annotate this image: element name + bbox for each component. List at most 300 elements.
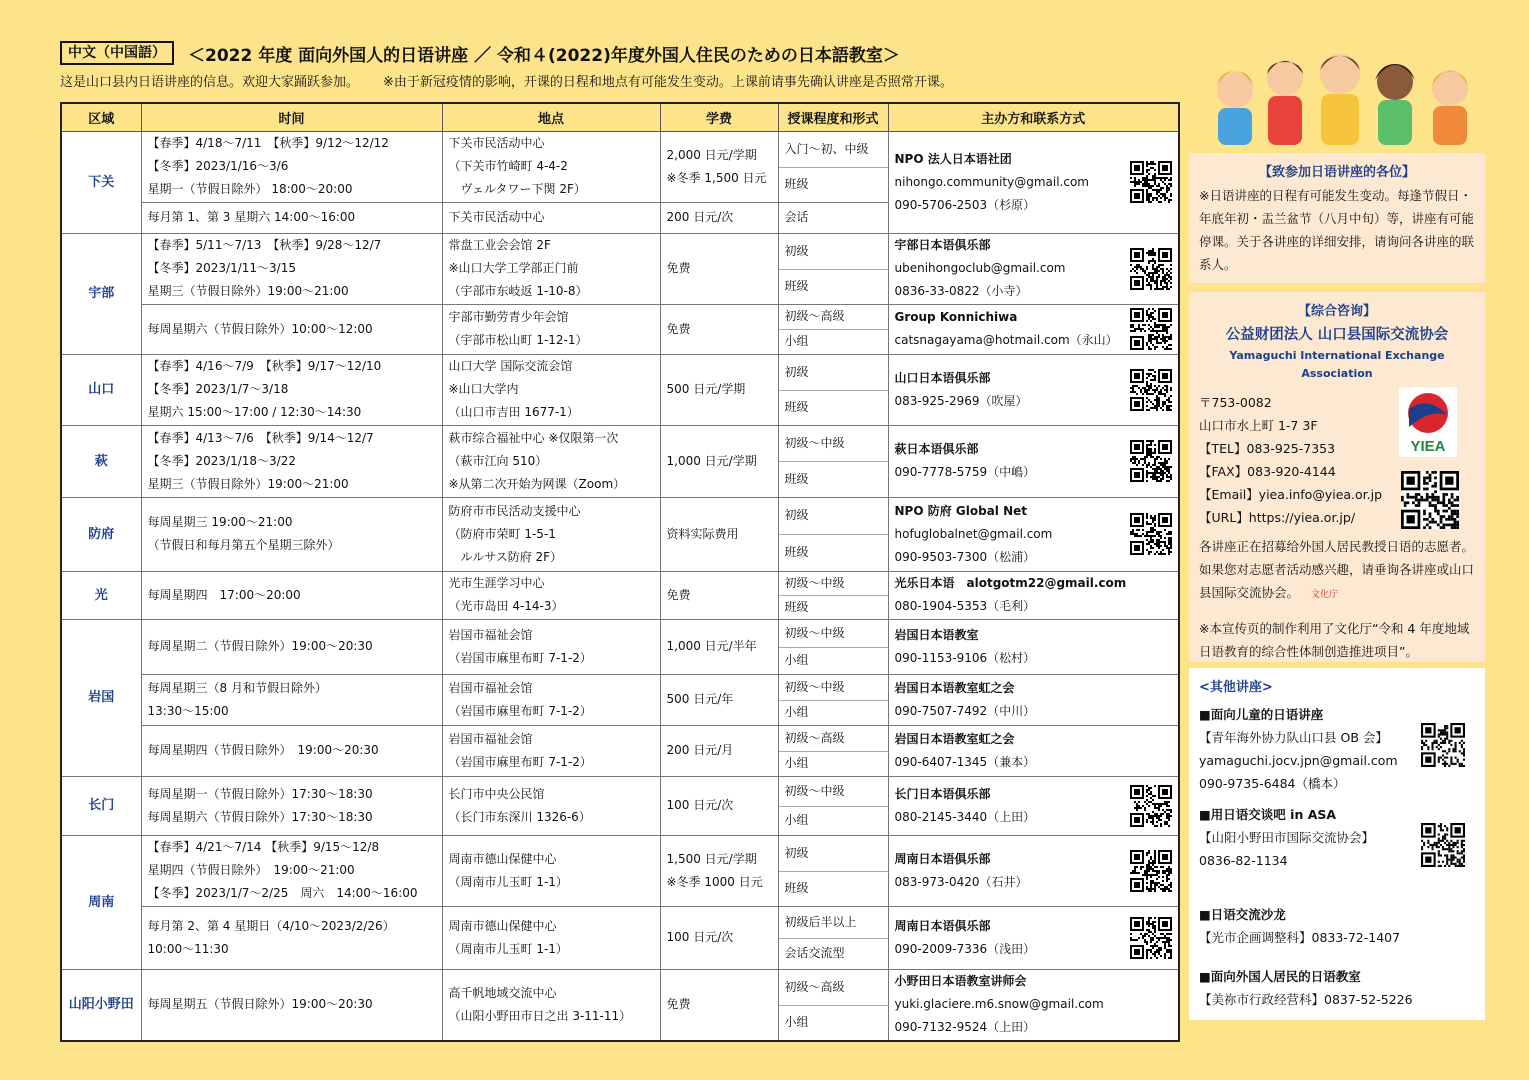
level-item: 小组 [779,751,888,776]
header-place: 地点 [442,103,660,131]
funding-note: ※本宣传页的制作利用了文化厅“令和 4 年度地域日语教育的综合性体制创造推进项目”。 [1199,621,1470,659]
fee-cell-line: ※冬季 1,500 日元 [666,170,767,185]
fee-cell [660,497,778,571]
header-fee: 学费 [660,103,778,131]
organizer-contact: 0836-33-0822（小寺） [894,284,1028,298]
time-cell-line: 每周星期二（节假日除外）19:00～20:30 [147,639,373,653]
time-cell-line: 【春季】4/21～7/14 【秋季】9/15～12/8 [147,840,380,854]
fee-cell-line: 免费 [666,321,691,336]
level-item: 小组 [779,647,888,674]
table-row [61,776,1179,835]
time-cell-line: 【春季】4/13～7/6 【秋季】9/14～12/7 [147,430,374,445]
time-cell-line: 星期四（节假日除外） 19:00～21:00 [147,863,355,877]
level-cell [778,233,888,304]
qr-code-icon [1130,917,1172,959]
level-item: 小组 [779,1005,888,1040]
place-cell-line: ルルサス防府 2F） [448,549,563,564]
fee-cell-line: 500 日元/学期 [666,382,746,396]
other-class-detail[interactable]: yamaguchi.jocv.jpn@gmail.com [1199,753,1398,768]
place-cell [442,906,660,969]
time-cell [141,131,442,202]
level-cell [778,835,888,906]
intro-covid-notice: ※由于新冠疫情的影响，开课的日程和地点有可能发生变动。上课前请事先确认讲座是否照常开课。 [383,75,953,90]
table-row [61,425,1179,497]
region-cell: 周南 [61,835,141,969]
table-row [61,906,1179,969]
other-classes-title: <其他讲座> [1199,680,1273,695]
time-cell-line: 星期三（节假日除外）19:00～21:00 [147,284,349,298]
other-classes-panel [1189,668,1485,1020]
fee-cell-line: 免费 [666,587,691,602]
time-cell [141,969,442,1041]
fee-cell-line: 500 日元/年 [666,692,734,706]
table-row [61,304,1179,354]
intro-welcome: 这是山口县内日语讲座的信息。欢迎大家踊跃参加。 [60,75,360,90]
level-item: 班级 [779,871,888,906]
fee-cell-line: 100 日元/次 [666,930,734,944]
level-cell [778,969,888,1041]
level-item: 初级～中级 [784,783,845,798]
qr-code-icon [1130,850,1172,892]
place-cell-line: 岩国市福祉会馆 [448,731,533,746]
qr-code-icon [1130,785,1172,827]
organizer-contact: 090-2009-7336（浅田） [894,941,1036,956]
time-cell [141,497,442,571]
place-cell-line: （下关市竹崎町 4-4-2 [448,159,568,173]
place-cell [442,969,660,1041]
organizer-cell [888,354,1179,425]
level-item: 初级 [784,845,809,860]
place-cell-line: （岩国市麻里布町 7-1-2） [448,754,592,769]
fee-cell [660,571,778,619]
place-cell-line: 高千帆地域交流中心 [448,985,557,1000]
place-cell-line: （光市岛田 4-14-3） [448,599,564,613]
organizer-contact: 090-7778-5759（中嶋） [894,465,1036,479]
region-cell: 下关 [61,131,141,233]
level-cell [778,354,888,425]
region-cell: 山口 [61,354,141,425]
organizer-name: 岩国日本语教室 [894,627,979,642]
header-level: 授课程度和形式 [778,103,888,131]
place-cell-line: （岩国市麻里布町 7-1-2） [448,650,592,665]
organizer-name: Group Konnichiwa [894,310,1018,324]
table-row [61,835,1179,906]
organizer-cell [888,906,1179,969]
place-cell-line: 岩国市福祉会馆 [448,627,533,642]
organizer-contact[interactable]: catsnagayama@hotmail.com（永山） [894,333,1118,347]
time-cell-line: 每月第 2、第 4 星期日（4/10～2023/2/26） [147,918,395,933]
organizer-name: 小野田日本语教室讲师会 [894,974,1027,988]
table-row [61,571,1179,619]
association-name-cn: 公益财团法人 山口县国际交流协会 [1225,327,1449,343]
organizer-contact: 083-973-0420（石井） [894,874,1028,889]
place-cell-line: （周南市儿玉町 1-1） [448,941,568,956]
fee-cell-line: 1,000 日元/学期 [666,453,757,468]
qr-code-icon [1130,513,1172,555]
time-cell-line: 【春季】4/16～7/9 【秋季】9/17～12/10 [147,359,382,373]
place-cell-line: 周南市德山保健中心 [448,851,557,866]
level-cell [778,776,888,835]
consultation-panel [1189,292,1485,662]
table-row [61,131,1179,202]
other-class-detail: 【青年海外协力队山口县 OB 会】 [1199,730,1388,745]
place-cell-line: （长门市东深川 1326-6） [448,809,591,824]
place-cell-line: ※从第二次开始为网课（Zoom） [448,476,626,491]
place-cell-line: 光市生涯学习中心 [448,576,545,590]
fee-cell-line: 免费 [666,997,691,1011]
organizer-cell [888,969,1179,1041]
qr-code-icon [1421,823,1465,867]
notice-title: 【致参加日语讲座的各位】 [1258,165,1415,180]
place-cell [442,354,660,425]
place-cell-line: 周南市德山保健中心 [448,918,557,933]
level-item: 初级～高级 [784,309,845,324]
place-cell-line: 下关市民活动中心 [448,136,545,150]
header [60,40,1180,66]
time-cell [141,354,442,425]
other-class-item [1199,803,1475,899]
time-cell-line: 每周星期四（节假日除外） 19:00～20:30 [147,743,379,757]
place-cell-line: ※山口大学内 [448,382,519,396]
other-class-detail: 0836-82-1134 [1199,853,1288,868]
association-name-en: Yamaguchi International Exchange Association [1229,349,1445,380]
time-cell-line: 【冬季】2023/1/11～3/15 [147,261,296,275]
fee-cell-line: 100 日元/次 [666,798,734,812]
place-cell-line: 岩国市福祉会馆 [448,680,533,695]
organizer-cell [888,497,1179,571]
place-cell-line: （周南市儿玉町 1-1） [448,874,568,889]
fee-cell [660,906,778,969]
other-class-item [1199,703,1475,799]
time-cell-line: 13:30～15:00 [147,703,229,718]
organizer-name: 山口日本语俱乐部 [894,370,991,385]
level-item: 班级 [779,534,888,571]
organizer-contact: 090-9503-7300（松浦） [894,549,1036,564]
level-item: 初级～中级 [784,575,845,590]
place-cell-line: 山口大学 国际交流会馆 [448,359,573,373]
level-item: 班级 [779,390,888,425]
class-schedule-table [60,102,1180,1042]
level-item: 小组 [779,700,888,725]
level-cell [778,425,888,497]
place-cell-line: （宇部市东岐返 1-10-8） [448,284,588,298]
fee-cell-line: 资料实际费用 [666,526,739,541]
level-item: 初级 [784,364,809,379]
region-cell: 山阳小野田 [61,969,141,1041]
place-cell-line: （山阳小野田市日之出 3-11-11） [448,1008,632,1023]
time-cell-line: 星期一（节假日除外） 18:00～20:00 [147,182,353,196]
fee-cell-line: 200 日元/月 [666,743,734,757]
level-cell [778,304,888,354]
time-cell [141,776,442,835]
organizer-name: NPO 法人日本语社团 [894,151,1012,166]
organizer-contact: 090-5706-2503（杉原） [894,197,1036,212]
time-cell-line: 每周星期三 19:00～21:00 [147,515,293,529]
place-cell-line: 下关市民活动中心 [448,210,545,224]
fee-cell-line: 2,000 日元/学期 [666,147,757,162]
other-class-title: ■日语交流沙龙 [1199,907,1286,922]
place-cell [442,619,660,674]
header-region: 区域 [61,103,141,131]
place-cell [442,571,660,619]
place-cell [442,202,660,233]
qr-code-icon [1421,723,1465,767]
time-cell-line: 【春季】5/11～7/13 【秋季】9/28～12/7 [147,238,382,252]
organizer-contact: 090-1153-9106（松村） [894,650,1036,665]
place-cell [442,497,660,571]
time-cell-line: 【冬季】2023/1/7～3/18 [147,382,289,396]
time-cell [141,835,442,906]
region-cell: 长门 [61,776,141,835]
organizer-name: 岩国日本语教室虹之会 [894,680,1015,695]
fee-cell [660,354,778,425]
people-illustration-icon [1200,30,1490,145]
organizer-name: 萩日本语俱乐部 [894,442,979,456]
time-cell [141,571,442,619]
stamp-bunka: 文化庁 [1311,590,1339,600]
time-cell [141,202,442,233]
time-cell-line: 每月第 1、第 3 星期六 14:00～16:00 [147,210,356,224]
contact-address: 山口市水上町 1-7 3F [1199,418,1318,433]
fee-cell [660,725,778,776]
level-item: 班级 [779,461,888,497]
fee-cell [660,233,778,304]
place-cell-line: ※山口大学工学部正门前 [448,261,579,275]
time-cell-line: 【冬季】2023/1/16～3/6 [147,159,289,173]
volunteer-text: 各讲座正在招募给外国人居民教授日语的志愿者。如果您对志愿者活动感兴趣，请垂询各讲座或山口县国际交流协会。 文化庁 [1199,535,1475,607]
association-contact [1199,391,1475,529]
contact-url[interactable]: 【URL】https://yiea.or.jp/ [1199,510,1356,525]
contact-postcode: 〒753-0082 [1199,395,1272,410]
level-item: 初级～中级 [784,435,845,450]
organizer-contact: 090-6407-1345（兼本） [894,754,1036,769]
level-cell [778,674,888,725]
time-cell-line: 【冬季】2023/1/7～2/25 周六 14:00～16:00 [147,886,418,900]
level-item: 初级～中级 [784,625,845,640]
other-class-detail: 090-9735-6484（橋本） [1199,776,1346,791]
qr-code-icon [1130,369,1172,411]
level-cell [778,725,888,776]
organizer-cell [888,619,1179,674]
qr-code-icon [1130,440,1172,482]
fee-cell-line: 1,500 日元/学期 [666,851,757,866]
table-row [61,969,1179,1041]
other-class-title: ■面向儿童的日语讲座 [1199,707,1324,722]
organizer-name[interactable]: 光乐日本语 alotgotm22@gmail.com [894,576,1127,590]
organizer-name: 周南日本语俱乐部 [894,851,991,866]
organizer-contact[interactable]: hofuglobalnet@gmail.com [894,526,1053,541]
level-item: 初级 [784,243,809,258]
yiea-logo-text: YIEA [1410,438,1446,455]
place-cell [442,835,660,906]
organizer-contact[interactable]: yuki.glaciere.m6.snow@gmail.com [894,997,1104,1011]
fee-cell [660,425,778,497]
organizer-contact: 080-1904-5353（毛利） [894,599,1036,613]
contact-email[interactable]: 【Email】yiea.info@yiea.or.jp [1199,487,1383,502]
fee-cell [660,619,778,674]
yiea-logo-icon [1399,387,1457,457]
organizer-contact: 090-7132-9524（上田） [894,1020,1036,1034]
region-cell: 宇部 [61,233,141,354]
place-cell-line: （山口市吉田 1677-1） [448,405,579,419]
fee-cell [660,776,778,835]
other-class-item [1199,965,1475,1023]
fee-cell-line: ※冬季 1000 日元 [666,874,763,889]
place-cell-line: 长门市中央公民馆 [448,786,545,801]
other-class-detail: 【美祢市行政经营科】0837-52-5226 [1199,992,1413,1007]
organizer-contact: 090-7507-7492（中川） [894,703,1036,718]
level-item: 入门～初、中级 [784,141,869,156]
table-header-row [61,103,1179,131]
place-cell-line: （防府市荣町 1-5-1 [448,526,556,541]
organizer-name: 宇部日本语俱乐部 [894,238,991,252]
level-item: 小组 [779,329,888,354]
other-class-title: ■用日语交谈吧 in ASA [1199,807,1337,822]
qr-code-icon [1130,248,1172,290]
level-item: 初级～中级 [784,679,845,694]
place-cell-line: 宇部市勤劳青少年会馆 [448,310,569,324]
qr-code-icon [1130,308,1172,350]
level-item: 会话交流型 [779,938,888,969]
organizer-cell [888,425,1179,497]
qr-code-icon [1130,161,1172,203]
level-item: 初级～高级 [784,979,845,994]
time-cell-line: 星期六 15:00～17:00 / 12:30～14:30 [147,405,362,419]
level-item: 会话 [784,210,809,224]
level-item: 小组 [779,806,888,835]
fee-cell-line: 1,000 日元/半年 [666,639,757,653]
time-cell-line: 每周星期六（节假日除外）10:00～12:00 [147,321,373,336]
time-cell-line: 10:00～11:30 [147,941,229,956]
contact-fax: 【FAX】083-920-4144 [1199,464,1336,479]
level-item: 班级 [779,167,888,202]
other-class-detail: 【光市企画调整科】0833-72-1407 [1199,930,1401,945]
organizer-contact[interactable]: nihongo.community@gmail.com [894,174,1089,189]
time-cell-line: 每周星期三（8 月和节假日除外） [147,680,327,695]
organizer-name: 长门日本语俱乐部 [894,786,991,801]
region-cell: 光 [61,571,141,619]
fee-cell [660,131,778,202]
organizer-cell [888,776,1179,835]
fee-cell [660,835,778,906]
header-time: 时间 [141,103,442,131]
other-class-title: ■面向外国人居民的日语教室 [1199,969,1361,984]
level-cell [778,906,888,969]
association-qr-icon [1401,471,1459,529]
level-cell [778,202,888,233]
place-cell-line: （萩市江向 510） [448,453,548,468]
time-cell [141,906,442,969]
time-cell [141,725,442,776]
consult-title: 【综合咨询】 [1297,304,1376,319]
place-cell [442,776,660,835]
organizer-contact[interactable]: ubenihongoclub@gmail.com [894,261,1066,275]
place-cell [442,725,660,776]
level-cell [778,131,888,202]
time-cell-line: 每周星期一（节假日除外）17:30～18:30 [147,786,373,801]
time-cell [141,304,442,354]
time-cell [141,425,442,497]
time-cell-line: （节假日和每月第五个星期三除外） [147,538,340,552]
other-classes-list [1199,703,1475,1023]
organizer-cell [888,835,1179,906]
organizer-contact: 080-2145-3440（上田） [894,809,1036,824]
level-item: 初级～高级 [784,730,845,745]
fee-cell-line: 免费 [666,261,691,275]
place-cell-line: ヴェルタワー下関 2F） [448,182,586,196]
fee-cell [660,969,778,1041]
place-cell [442,233,660,304]
time-cell [141,233,442,304]
intro-text [60,71,1180,90]
organizer-cell [888,725,1179,776]
other-class-item [1199,903,1475,961]
table-row [61,354,1179,425]
level-item: 初级 [784,508,809,523]
place-cell-line: （宇部市松山町 1-12-1） [448,333,588,347]
table-row [61,619,1179,674]
level-item: 初级后半以上 [784,914,857,929]
region-cell: 岩国 [61,619,141,776]
place-cell [442,425,660,497]
place-cell-line: （岩国市麻里布町 7-1-2） [448,703,592,718]
page-title: ＜2022 年度 面向外国人的日语讲座 ／ 令和４(2022)年度外国人住民のための日本語教室＞ [188,45,900,66]
fee-cell [660,304,778,354]
organizer-name: 岩国日本语教室虹之会 [894,731,1015,746]
place-cell [442,304,660,354]
level-item: 班级 [779,269,888,304]
time-cell [141,619,442,674]
place-cell-line: 防府市市民活动支援中心 [448,503,581,518]
header-organizer: 主办方和联系方式 [888,103,1179,131]
fee-cell-line: 200 日元/次 [666,210,734,224]
fee-cell [660,202,778,233]
table-row [61,725,1179,776]
region-cell: 萩 [61,425,141,497]
level-cell [778,497,888,571]
region-cell: 防府 [61,497,141,571]
organizer-contact: 083-925-2969（吹屋） [894,393,1028,408]
time-cell-line: 每周星期五（节假日除外）19:00～20:30 [147,997,373,1011]
other-class-detail: 【山阳小野田市国际交流协会】 [1199,830,1375,845]
organizer-cell [888,304,1179,354]
place-cell-line: 常盘工业会会馆 2F [448,238,551,252]
organizer-name: NPO 防府 Global Net [894,503,1027,518]
table-row [61,497,1179,571]
table-body [61,131,1179,1041]
language-label: 中文（中国語） [60,41,174,65]
table-row [61,674,1179,725]
organizer-cell [888,674,1179,725]
table-row [61,233,1179,304]
notice-panel [1189,153,1485,283]
level-item: 班级 [779,595,888,619]
contact-tel: 【TEL】083-925-7353 [1199,441,1336,456]
time-cell-line: 每周星期六（节假日除外）17:30～18:30 [147,809,373,824]
level-cell [778,619,888,674]
place-cell [442,131,660,202]
organizer-name: 周南日本语俱乐部 [894,918,991,933]
time-cell [141,674,442,725]
time-cell-line: 【冬季】2023/1/18～3/22 [147,453,296,468]
time-cell-line: 星期三（节假日除外）19:00～21:00 [147,476,349,491]
organizer-cell [888,131,1179,233]
notice-text: ※日语讲座的日程有可能发生变动。每逢节假日・年底年初・盂兰盆节（八月中旬）等，讲座有可能停课。关于各讲座的详细安排，请询问各讲座的联系人。 [1199,188,1475,272]
fee-cell [660,674,778,725]
level-cell [778,571,888,619]
time-cell-line: 【春季】4/18～7/11 【秋季】9/12～12/12 [147,136,389,150]
time-cell-line: 每周星期四 17:00～20:00 [147,587,301,602]
